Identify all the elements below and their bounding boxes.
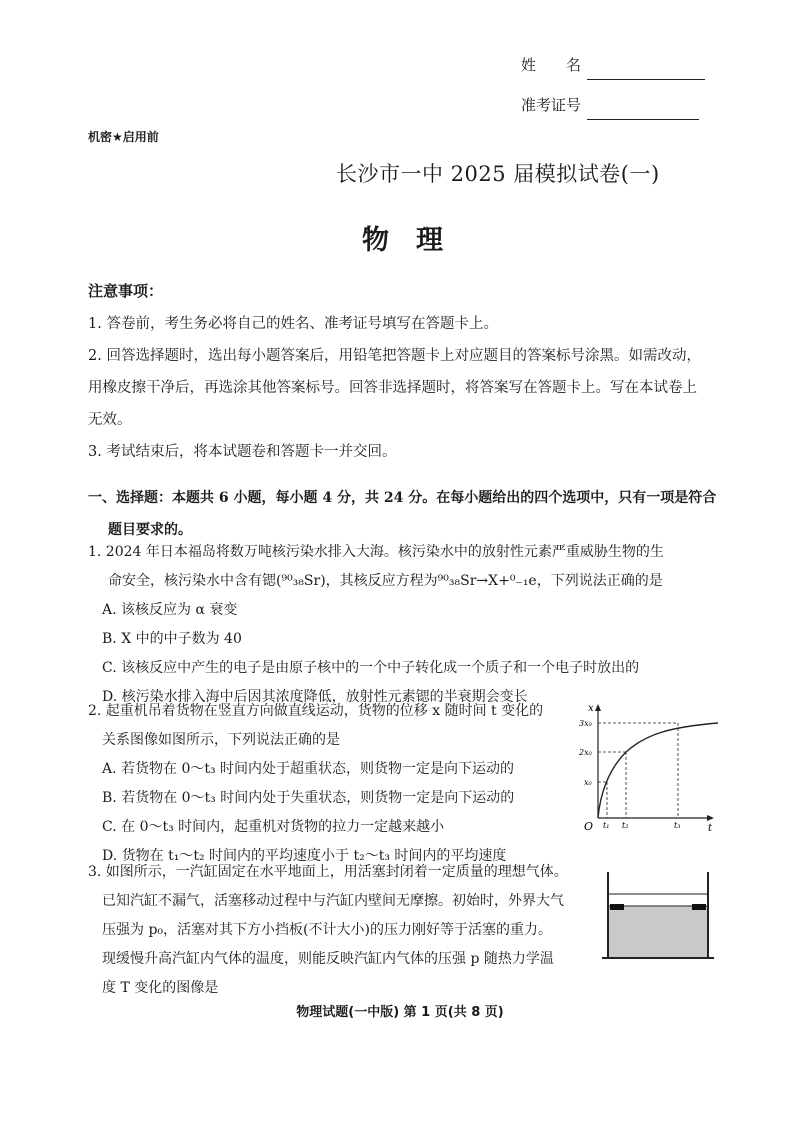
question-2 [88, 697, 588, 871]
x-tick-t3: t₃ [674, 821, 681, 830]
section1-heading [88, 482, 748, 546]
q2-stem-line2: 关系图像如图所示，下列说法正确的是 [102, 732, 340, 748]
notice-item: 1. 答卷前，考生务必将自己的姓名、准考证号填写在答题卡上。 [88, 316, 498, 332]
exam-id-label: 准考证号 [521, 96, 582, 114]
stopper-right [692, 904, 706, 910]
q3-line: 3. 如图所示，一汽缸固定在水平地面上，用活塞封闭着一定质量的理想气体。 [88, 864, 568, 880]
q2-option-c: C. 在 0～t₃ 时间内，起重机对货物的拉力一定越来越小 [102, 819, 445, 835]
question-3 [88, 858, 618, 1003]
subject-title: 物 理 [362, 225, 443, 256]
y-axis-arrow [595, 704, 601, 711]
section1-line1: 一、选择题：本题共 6 小题，每小题 4 分，共 24 分。在每小题给出的四个选项中，只有一项是符合 [88, 490, 717, 506]
x-t-curve [598, 723, 718, 818]
gas-region [608, 906, 708, 958]
exam-id-blank [587, 101, 699, 120]
x-axis-arrow [707, 815, 714, 821]
q3-line: 现缓慢升高汽缸内气体的温度，则能反映汽缸内气体的压强 p 随热力学温 [102, 951, 554, 967]
q2-option-b: B. 若货物在 0～t₃ 时间内处于失重状态，则货物一定是向下运动的 [102, 790, 515, 806]
q1-stem-line2: 命安全，核污染水中含有锶(⁹⁰₃₈Sr)，其核反应方程为⁹⁰₃₈Sr→X+⁰₋₁e，下列说法正确的是 [108, 573, 663, 589]
secret-note: 机密★启用前 [88, 130, 159, 144]
notice-item: 3. 考试结束后，将本试题卷和答题卡一并交回。 [88, 444, 397, 460]
q1-option-b: B. X 中的中子数为 40 [102, 631, 242, 647]
q2-option-d: D. 货物在 t₁～t₂ 时间内的平均速度小于 t₂～t₃ 时间内的平均速度 [102, 848, 507, 864]
notice-item: 2. 回答选择题时，选出每小题答案后，用铅笔把答题卡上对应题目的答案标号涂黑。如需改动， [88, 348, 701, 364]
q1-option-c: C. 该核反应中产生的电子是由原子核中的一个中子转化成一个质子和一个电子时放出的 [102, 660, 640, 676]
q3-cylinder-diagram [598, 868, 718, 964]
y-axis-label: x [588, 703, 594, 714]
name-blank [587, 61, 705, 80]
x-tick-t2: t₂ [622, 821, 629, 830]
notice-item: 用橡皮擦干净后，再选涂其他答案标号。回答非选择题时，将答案写在答题卡上。写在本试卷上 [88, 380, 697, 396]
q2-option-a: A. 若货物在 0～t₃ 时间内处于超重状态，则货物一定是向下运动的 [102, 761, 515, 777]
section1-line2: 题目要求的。 [108, 522, 192, 538]
notice-title: 注意事项： [88, 282, 164, 300]
q1-option-d: D. 核污染水排入海中后因其浓度降低，放射性元素锶的半衰期会变长 [102, 689, 528, 705]
notice-item: 无效。 [88, 412, 132, 428]
q3-line: 已知汽缸不漏气，活塞移动过程中与汽缸内壁间无摩擦。初始时，外界大气 [102, 893, 564, 909]
q2-displacement-graph [578, 700, 718, 835]
page-footer: 物理试题(一中版) 第 1 页(共 8 页) [296, 1005, 504, 1020]
q1-option-a: A. 该核反应为 α 衰变 [102, 602, 238, 618]
exam-id-field [521, 90, 699, 120]
y-tick-x0: x₀ [584, 778, 592, 787]
exam-title: 长沙市一中 2025 届模拟试卷(一) [336, 162, 660, 186]
question-1 [88, 538, 748, 712]
y-tick-3x0: 3x₀ [579, 719, 592, 728]
y-tick-2x0: 2x₀ [579, 748, 592, 757]
name-label: 姓 名 [521, 56, 582, 74]
x-tick-t1: t₁ [603, 821, 610, 830]
q2-stem-line1: 2. 起重机吊着货物在竖直方向做直线运动，货物的位移 x 随时间 t 变化的 [88, 703, 544, 719]
notice-list [88, 308, 728, 468]
stopper-left [610, 904, 624, 910]
name-field [521, 50, 705, 80]
x-axis-label: t [708, 823, 713, 834]
q3-line: 度 T 变化的图像是 [102, 980, 219, 996]
origin-label: O [584, 820, 594, 833]
q1-stem-line1: 1. 2024 年日本福岛将数万吨核污染水排入大海。核污染水中的放射性元素严重威胁生物的生 [88, 544, 664, 560]
q3-line: 压强为 p₀，活塞对其下方小挡板(不计大小)的压力刚好等于活塞的重力。 [102, 922, 552, 938]
